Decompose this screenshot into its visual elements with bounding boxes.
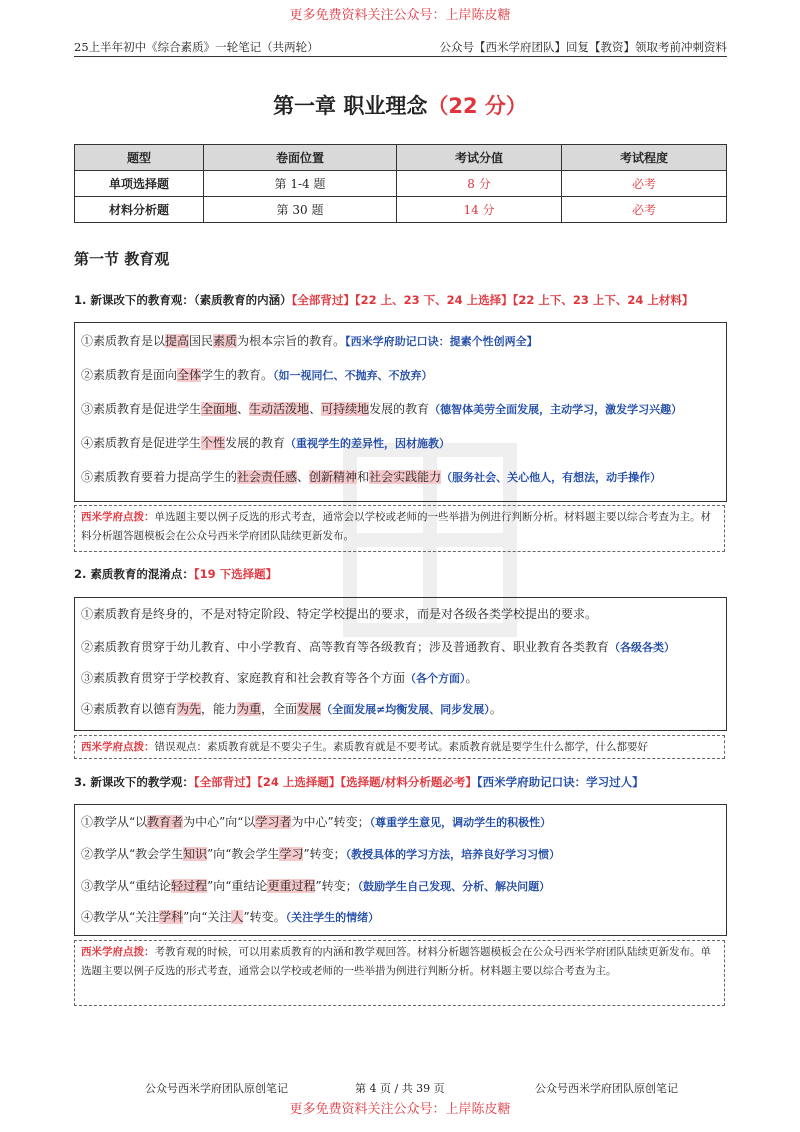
text: ”转变； (303, 847, 346, 861)
highlight: 个性 (201, 436, 226, 450)
table-cell: 第 1-4 题 (204, 171, 397, 197)
highlight: 全面地 (201, 402, 238, 416)
text: ，能力 (201, 702, 238, 716)
text: ”转变。 (243, 910, 286, 924)
part1-line-1 (81, 332, 538, 349)
footer-right: 公众号西米学府团队原创笔记 (535, 1082, 678, 1095)
text: 为中心”向“以 (183, 815, 256, 829)
text: 发展的教育 (225, 436, 286, 450)
text: 为中心”转变； (291, 815, 370, 829)
part1-line-3 (81, 400, 682, 417)
highlight: 更重过程 (267, 879, 316, 893)
part3-note (74, 940, 725, 1006)
part1-note (74, 505, 725, 552)
part2-heading (74, 566, 277, 582)
part3-tags: 【全部背过】【24 上选择题】【选择题/材料分析题必考】 (193, 775, 477, 789)
table-header-row (75, 145, 727, 171)
tip: （服务社会、关心他人，有想法，动手操作） (441, 471, 662, 484)
text: ④教学从“关注 (81, 910, 160, 924)
tip: （鼓励学生自己发现、分析、解决问题） (357, 880, 551, 893)
text: 、 (309, 402, 322, 416)
page-number: 第 4 页 / 共 39 页 (355, 1082, 445, 1095)
text: ④素质教育以德育 (81, 702, 178, 716)
table-header: 题型 (75, 145, 204, 171)
mnemonic-tip: 【西米学府助记口诀：提素个性创两全】 (345, 335, 538, 348)
text: ①素质教育是以 (81, 334, 166, 348)
part1-line-4 (81, 434, 450, 451)
text: ”向“重结论 (207, 879, 268, 893)
part1-box (74, 322, 727, 502)
tip: （尊重学生意见，调动学生的积极性） (369, 816, 552, 829)
header-left: 25上半年初中《综合素质》一轮笔记（共两轮） (74, 40, 319, 54)
part3-mnemonic: 【西米学府助记口诀：学习过人】 (476, 775, 644, 789)
part3-heading (74, 774, 644, 790)
text: ②教学从“教会学生 (81, 847, 184, 861)
part1-line-5 (81, 468, 661, 485)
table-cell: 第 30 题 (204, 197, 397, 223)
header-rule (74, 56, 727, 57)
highlight: 创新精神 (309, 470, 358, 484)
part2-note (74, 735, 725, 759)
part2-box (74, 597, 727, 731)
exam-summary-table (74, 144, 727, 223)
text: ”向“关注 (183, 910, 232, 924)
text: 。 (489, 702, 502, 716)
text: ③素质教育贯穿于学校教育、家庭教育和社会教育等各个方面 (81, 671, 406, 685)
text: ③素质教育是促进学生 (81, 402, 202, 416)
tip: （德智体美劳全面发展，主动学习，激发学习兴趣） (429, 403, 683, 416)
table-cell: 单项选择题 (75, 171, 204, 197)
highlight: 生动活泼地 (249, 402, 310, 416)
highlight: 人 (231, 910, 244, 924)
text: 、 (237, 402, 250, 416)
part3-heading-text: 3. 新课改下的教学观： (74, 775, 194, 789)
text: 国民 (189, 334, 214, 348)
table-cell: 8 分 (397, 171, 562, 197)
tip: （各级各类） (609, 641, 676, 654)
tip: （如一视同仁、不抛弃、不放弃） (273, 369, 433, 382)
text: 学生的教育。 (201, 368, 274, 382)
text: ”转变； (315, 879, 358, 893)
table-cell: 材料分析题 (75, 197, 204, 223)
text: ③教学从“重结论 (81, 879, 172, 893)
tip: （教授具体的学习方法，培养良好学习习惯） (345, 848, 561, 861)
text: ①教学从“以 (81, 815, 148, 829)
promo-banner-top: 更多免费资料关注公众号：上岸陈皮糖 (289, 8, 511, 23)
note-label: 西米学府点拨： (81, 741, 155, 753)
part1-heading (74, 292, 693, 308)
text: ②素质教育贯穿于幼儿教育、中小学教育、高等教育等各级教育；涉及普通教育、职业教育各类教育 (81, 640, 610, 654)
note-label: 西米学府点拨： (81, 511, 155, 523)
part3-line-4 (81, 908, 379, 925)
footer-left: 公众号西米学府团队原创笔记 (145, 1082, 288, 1095)
highlight: 教育者 (147, 815, 184, 829)
text: 。 (465, 671, 478, 685)
text: ⑤素质教育要着力提高学生的 (81, 470, 238, 484)
table-header: 考试程度 (562, 145, 727, 171)
highlight: 为先 (177, 702, 202, 716)
highlight: 学科 (159, 910, 184, 924)
highlight: 可持续地 (321, 402, 370, 416)
highlight: 社会实践能力 (369, 470, 442, 484)
highlight: 学习 (279, 847, 304, 861)
table-cell: 14 分 (397, 197, 562, 223)
text: ”向“教会学生 (207, 847, 280, 861)
highlight: 发展 (297, 702, 322, 716)
part2-line-2 (81, 638, 675, 655)
highlight: 学习者 (255, 815, 292, 829)
part2-line-1: ①素质教育是终身的，不是对特定阶段、特定学校提出的要求，而是对各级各类学校提出的要求。 (81, 607, 598, 621)
part2-line-3 (81, 669, 478, 686)
tip: （全面发展≠均衡发展、同步发展） (321, 703, 490, 716)
text: ，全面 (261, 702, 298, 716)
highlight: 素质 (213, 334, 238, 348)
tip: （重视学生的差异性，因材施教） (285, 437, 451, 450)
part3-line-3 (81, 877, 550, 894)
part3-line-1 (81, 813, 551, 830)
part1-tags: 【全部背过】【22 上、23 下、24 上选择】【22 上下、23 上下、24 上材料】 (291, 293, 694, 307)
highlight: 为重 (237, 702, 262, 716)
highlight: 轻过程 (171, 879, 208, 893)
tip: （各个方面） (405, 672, 466, 685)
text: ②素质教育是面向 (81, 368, 178, 382)
text: 发展的教育 (369, 402, 430, 416)
note-text: 单选题主要以例子反选的形式考查，通常会以学校或老师的一些举措为例进行判断分析。材料题主要以综合考查为主。材料分析题答题模板会在公众号西米学府团队陆续更新发布。 (81, 511, 711, 542)
text: ④素质教育是促进学生 (81, 436, 202, 450)
part2-heading-text: 2. 素质教育的混淆点： (74, 567, 194, 581)
table-row (75, 197, 727, 223)
highlight: 提高 (165, 334, 190, 348)
header-right: 公众号【西米学府团队】回复【教资】领取考前冲刺资料 (439, 40, 727, 54)
table-cell: 必考 (562, 171, 727, 197)
highlight: 社会责任感 (237, 470, 298, 484)
table-header: 卷面位置 (204, 145, 397, 171)
chapter-title (0, 90, 800, 120)
part2-tags: 【19 下选择题】 (193, 567, 278, 581)
part1-heading-text: 1. 新课改下的教育观：（素质教育的内涵） (74, 293, 292, 307)
text: 为根本宗旨的教育。 (237, 334, 346, 348)
part1-line-2 (81, 366, 433, 383)
text: 和 (357, 470, 370, 484)
note-label: 西米学府点拨： (81, 946, 155, 958)
text: 、 (297, 470, 310, 484)
highlight: 知识 (183, 847, 208, 861)
table-cell: 必考 (562, 197, 727, 223)
table-row (75, 171, 727, 197)
part2-line-4 (81, 700, 502, 717)
part3-line-2 (81, 845, 560, 862)
note-text: 考教育观的时候，可以用素质教育的内涵和教学观回答。材料分析题答题模板会在公众号西米学府团队陆续更新发布。单选题主要以例子反选的形式考查，通常会以学校或老师的一些举措为例进行判断分析。材料题主要以综合考查为主。 (81, 946, 711, 977)
promo-banner-bottom: 更多免费资料关注公众号：上岸陈皮糖 (289, 1102, 511, 1117)
tip: （关注学生的情绪） (285, 911, 380, 924)
chapter-title-points: （22 分） (427, 94, 527, 118)
note-text: 错误观点：素质教育就是不要尖子生。素质教育就是不要考试。素质教育就是要学生什么都学，什么都要好 (154, 741, 648, 753)
table-header: 考试分值 (397, 145, 562, 171)
part3-box (74, 804, 727, 936)
chapter-title-main: 第一章 职业理念 (273, 94, 428, 118)
highlight: 全体 (177, 368, 202, 382)
section-title: 第一节 教育观 (74, 250, 170, 268)
